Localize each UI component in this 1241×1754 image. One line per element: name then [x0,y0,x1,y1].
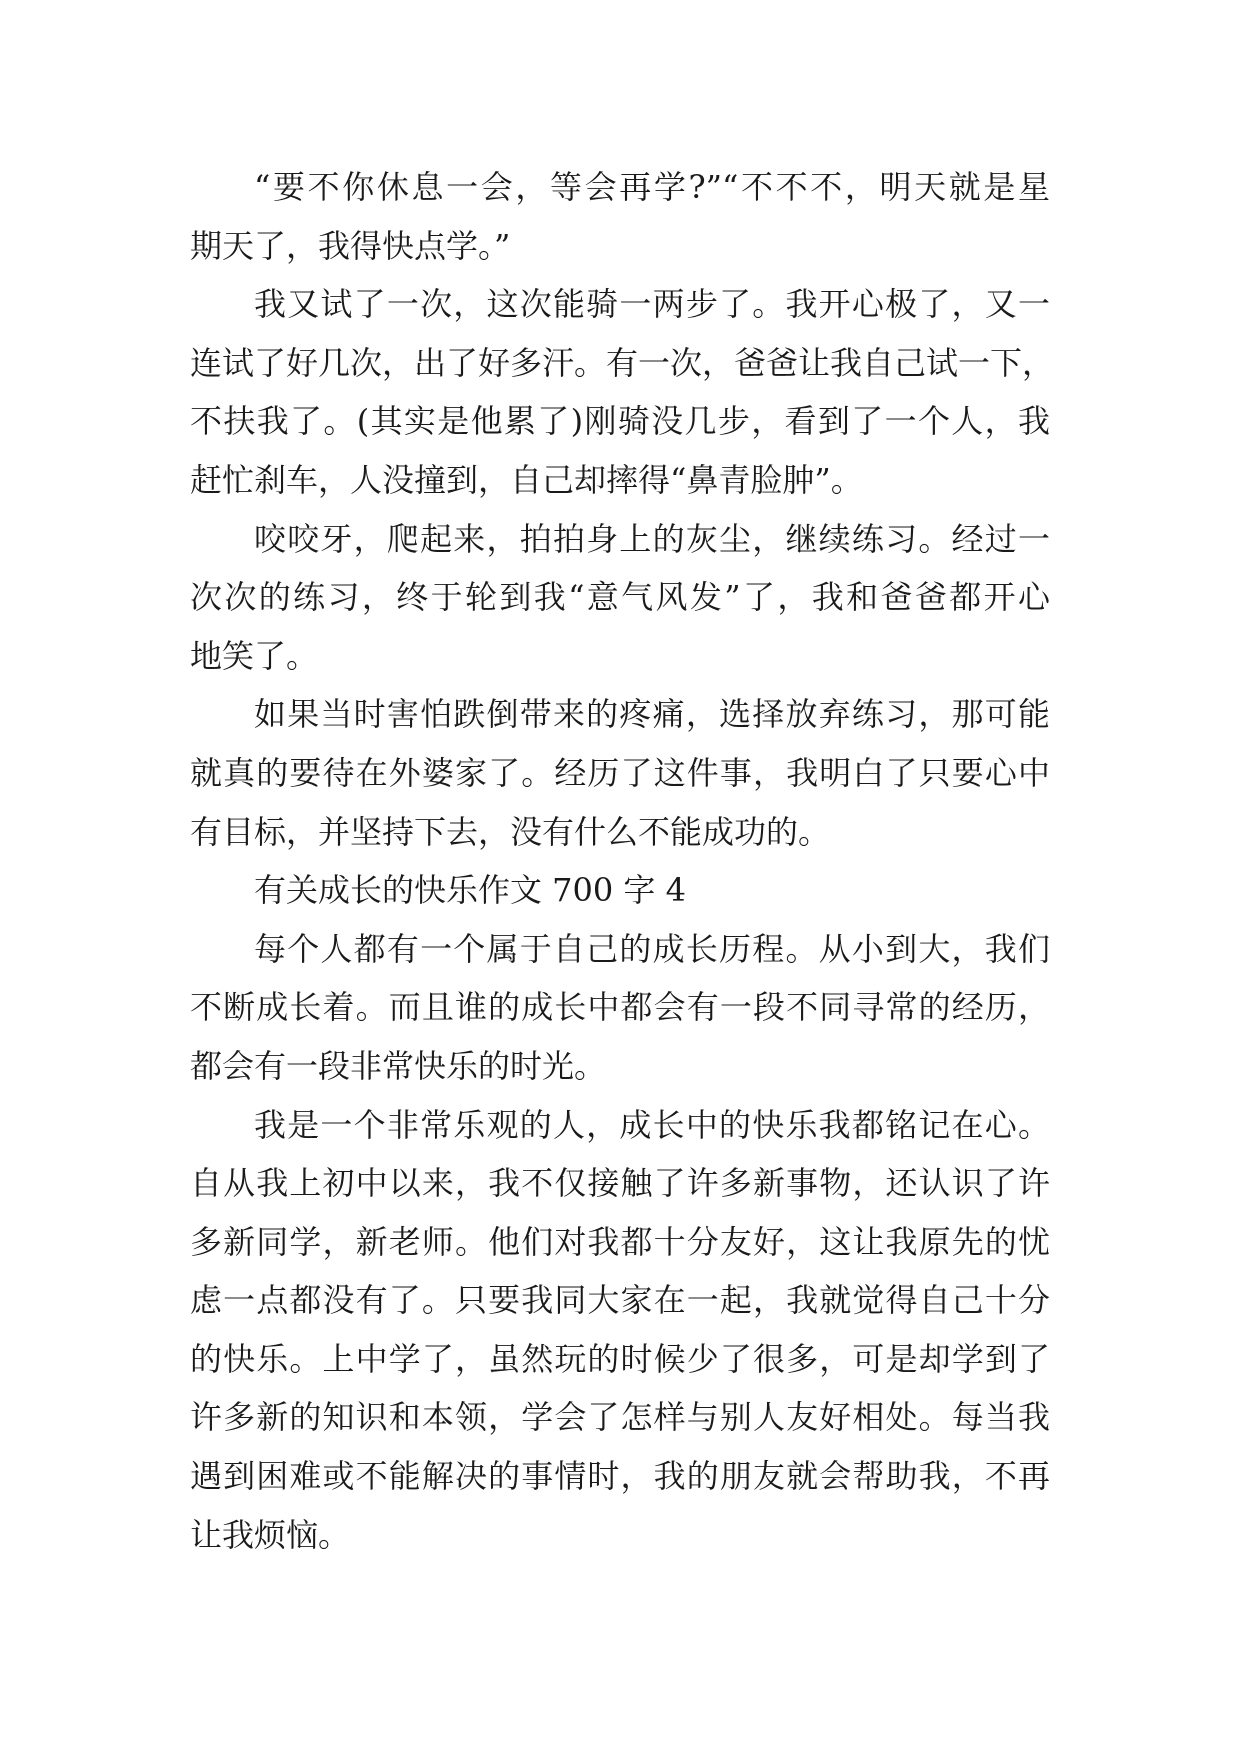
paragraph [190,685,1050,861]
text-line: 期天了，我得快点学。” [190,226,511,265]
text-line: 咬咬牙，爬起来，拍拍身上的灰尘，继续练习。经过一 [254,519,1050,558]
text-line: 如果当时害怕跌倒带来的疼痛，选择放弃练习，那可能 [254,695,1050,734]
text-line: 每个人都有一个属于自己的成长历程。从小到大，我们 [254,929,1050,968]
text-line: 有目标，并坚持下去，没有什么不能成功的。 [190,812,831,851]
text-line: 的快乐。上中学了，虽然玩的时候少了很多，可是却学到了 [190,1339,1050,1378]
text-line: 连试了好几次，出了好多汗。有一次，爸爸让我自己试一下， [190,343,1055,382]
text-line: 我又试了一次，这次能骑一两步了。我开心极了，又一 [254,285,1050,324]
text-line: 虑一点都没有了。只要我同大家在一起，我就觉得自己十分 [190,1281,1050,1320]
section-heading [190,861,1050,920]
paragraph [190,920,1050,1096]
text-line: 就真的要待在外婆家了。经历了这件事，我明白了只要心中 [190,753,1050,792]
paragraph [190,510,1050,686]
text-line: 让我烦恼。 [190,1515,351,1554]
paragraph [190,158,1050,275]
text-line: 我是一个非常乐观的人，成长中的快乐我都铭记在心。 [254,1105,1050,1144]
essay-body [190,158,1055,1564]
paragraph [190,1096,1050,1565]
text-line: 不扶我了。(其实是他累了)刚骑没几步，看到了一个人，我 [190,402,1050,441]
text-line: 遇到困难或不能解决的事情时，我的朋友就会帮助我，不再 [190,1457,1050,1496]
text-line: 不断成长着。而且谁的成长中都会有一段不同寻常的经历， [190,988,1050,1027]
paragraph [190,275,1055,509]
text-line: 都会有一段非常快乐的时光。 [190,1046,607,1085]
heading-text: 有关成长的快乐作文 700 字 4 [254,871,686,910]
text-line: 赶忙刹车，人没撞到，自己却摔得“鼻青脸肿”。 [190,460,863,499]
text-line: 次次的练习，终于轮到我“意气风发”了，我和爸爸都开心 [190,578,1050,617]
text-line: 许多新的知识和本领，学会了怎样与别人友好相处。每当我 [190,1398,1050,1437]
text-line: 自从我上初中以来，我不仅接触了许多新事物，还认识了许 [190,1164,1050,1203]
text-line: “要不你休息一会，等会再学?”“不不不，明天就是星 [254,168,1050,206]
text-line: 多新同学，新老师。他们对我都十分友好，这让我原先的忧 [190,1222,1050,1261]
text-line: 地笑了。 [190,636,319,675]
